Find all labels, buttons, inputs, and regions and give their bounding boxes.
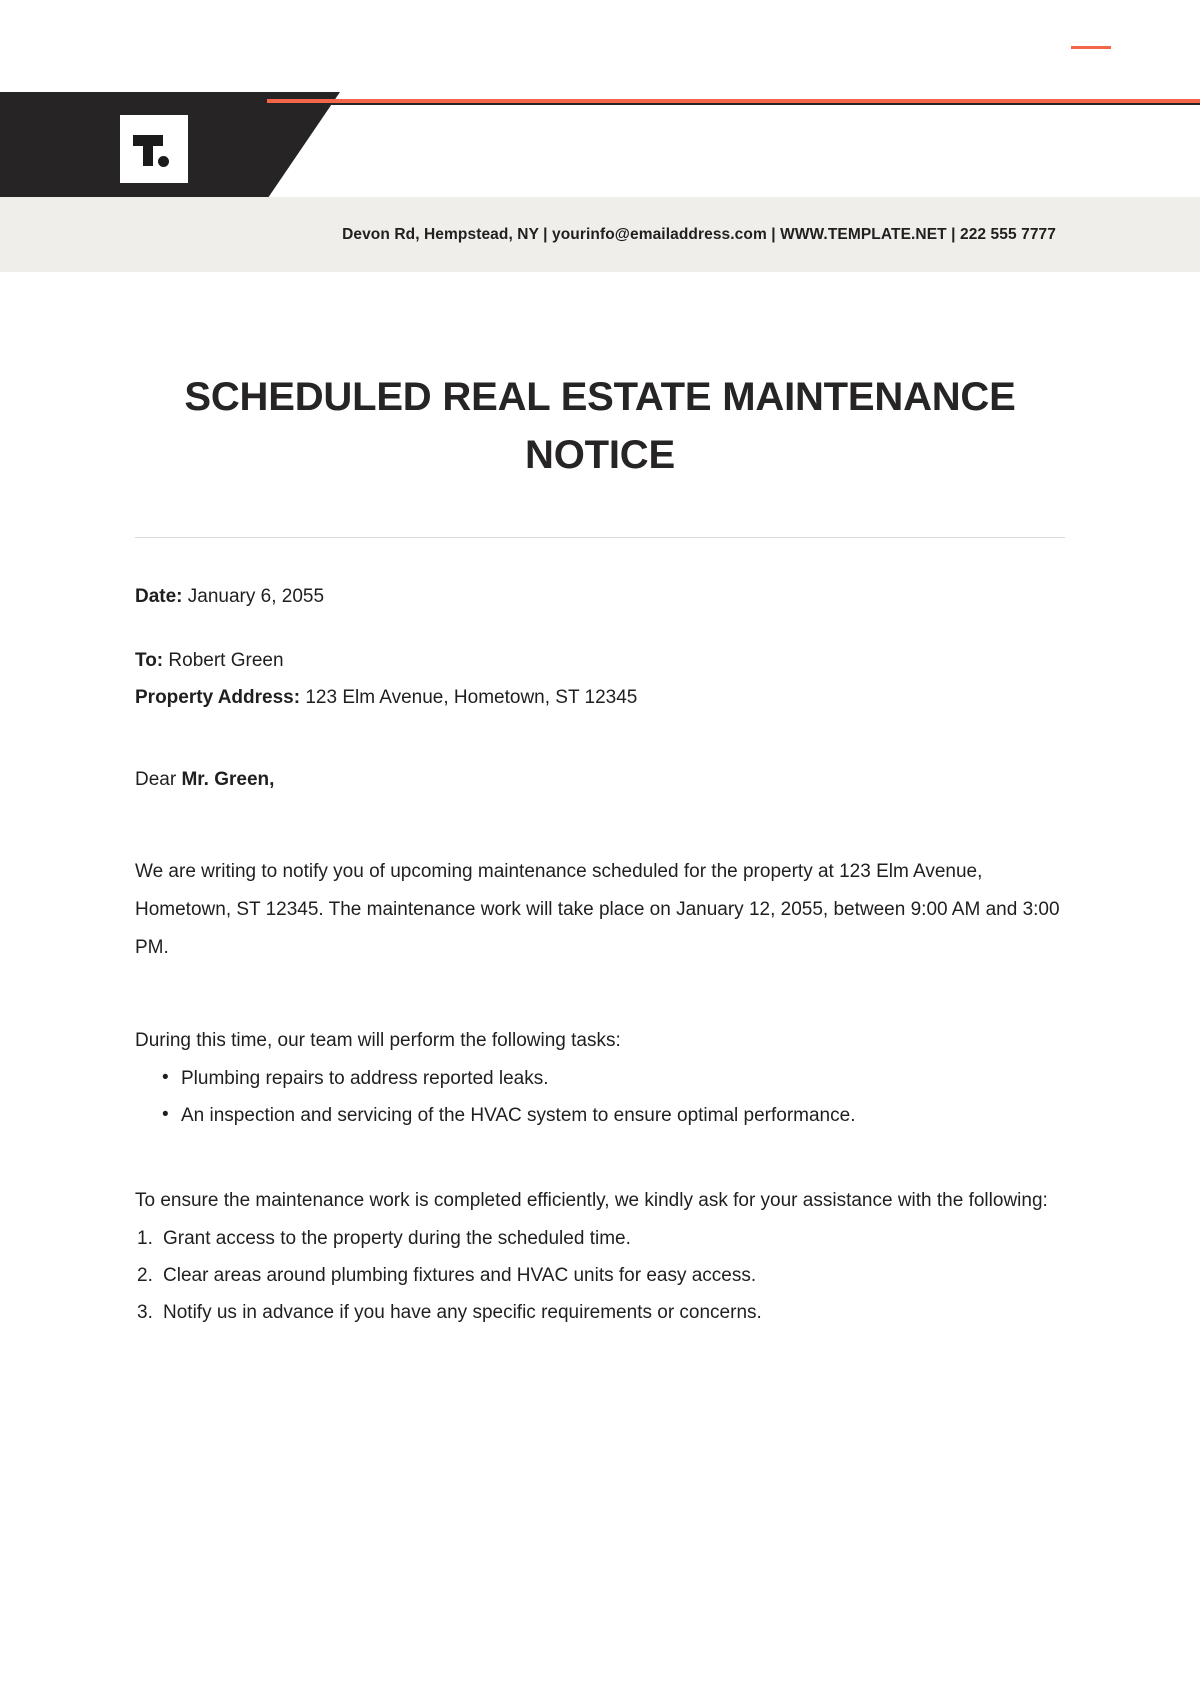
- tasks-intro: During this time, our team will perform the following tasks:: [135, 1029, 621, 1051]
- meta-date-label: Date:: [135, 585, 183, 607]
- meta-to-line: [135, 642, 1065, 679]
- list-item: • Plumbing repairs to address reported leaks.: [181, 1060, 1065, 1097]
- salutation-name: Mr. Green,: [181, 768, 275, 790]
- meta-date-value: January 6, 2055: [182, 585, 325, 607]
- salutation-prefix: Dear: [135, 768, 182, 790]
- letter-content: [0, 578, 1200, 1331]
- brand-logo: [117, 112, 191, 186]
- contact-info-text: Devon Rd, Hempstead, NY | yourinfo@emailaddress.com | WWW.TEMPLATE.NET | 222 555 7777: [342, 225, 1056, 243]
- top-accent-dash: [1071, 46, 1111, 49]
- list-item: Notify us in advance if you have any specific requirements or concerns.: [163, 1302, 762, 1324]
- meta-to-label: To:: [135, 649, 164, 671]
- list-item: Grant access to the property during the scheduled time.: [163, 1228, 631, 1250]
- requests-list: [135, 1220, 1065, 1331]
- meta-address-line: [135, 679, 1065, 716]
- logo-t-stem: [143, 135, 153, 166]
- salutation: [135, 761, 1065, 798]
- contact-bar: [0, 197, 1200, 272]
- list-item: • An inspection and servicing of the HVAC system to ensure optimal performance.: [181, 1097, 1065, 1134]
- header-dark-rule: [0, 103, 1200, 105]
- document-body: [0, 272, 1200, 1331]
- list-item: Clear areas around plumbing fixtures and HVAC units for easy access.: [163, 1265, 757, 1287]
- tasks-list: [135, 1060, 1065, 1134]
- page-title: SCHEDULED REAL ESTATE MAINTENANCE NOTICE: [184, 375, 1016, 478]
- logo-dot: [158, 156, 169, 167]
- requests-intro: To ensure the maintenance work is completed efficiently, we kindly ask for your assistance with the following:: [135, 1190, 1048, 1212]
- page-header: [0, 92, 1200, 197]
- intro-paragraph: We are writing to notify you of upcoming maintenance scheduled for the property at 123 Elm Avenue, Hometown, ST 12345. The maintenance work will take place on January 12, 2055, between 9:00 AM and 3:00 PM.: [135, 860, 1060, 958]
- letter-meta: [135, 578, 1065, 716]
- meta-date-line: [135, 578, 1065, 615]
- meta-address-value: 123 Elm Avenue, Hometown, ST 12345: [300, 686, 638, 708]
- title-divider: [135, 537, 1065, 538]
- logo-t-icon: [132, 128, 176, 170]
- meta-to-value: Robert Green: [163, 649, 284, 671]
- meta-address-label: Property Address:: [135, 686, 301, 708]
